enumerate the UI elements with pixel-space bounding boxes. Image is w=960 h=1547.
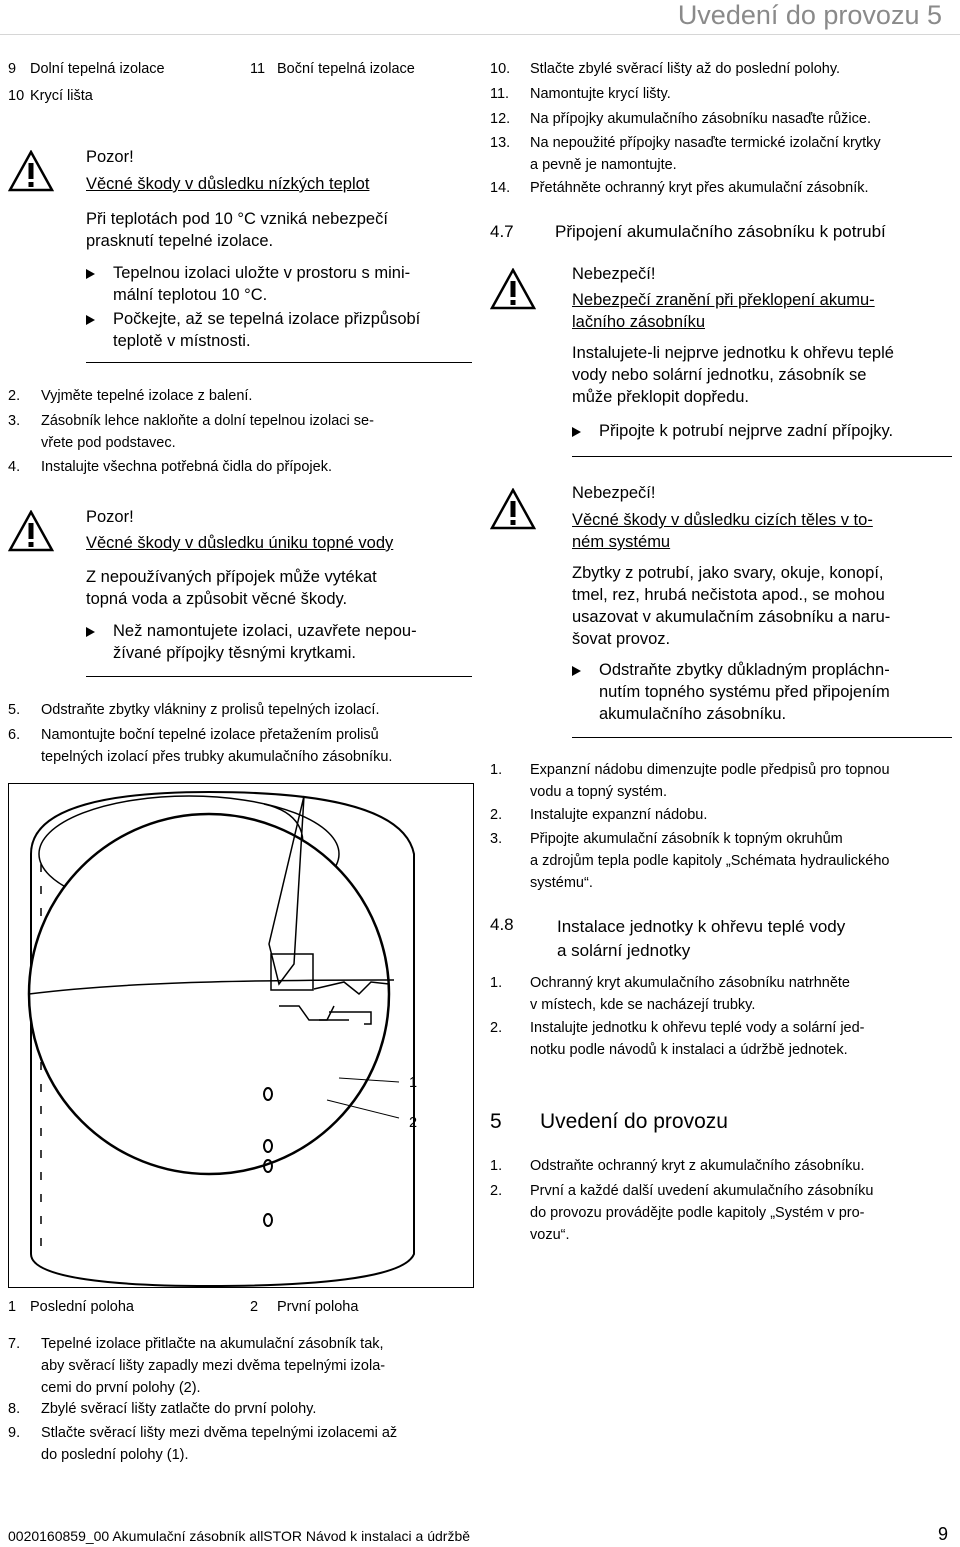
section-5-title: Uvedení do provozu (540, 1110, 728, 1133)
step-r5-1: 1. Odstraňte ochranný kryt z akumulačního zásobníku. (490, 1158, 865, 1174)
warning4-title: Věcné škody v důsledku cizích těles v to- ném systému (572, 511, 873, 551)
warning4-body: Zbytky z potrubí, jako svary, okuje, konopí, tmel, rez, hrubá nečistota apod., se mohou usazovat v akumulačním zásobníku a naru- šovat provoz. (572, 564, 891, 648)
step-r1: 1. Expanzní nádobu dimenzujte podle předpisů pro topnou vodu a topný systém. (490, 762, 890, 800)
warning3-body: Instalujete-li nejprve jednotku k ohřevu teplé vody nebo solární jednotku, zásobník se může překlopit dopředu. (572, 344, 894, 406)
warning2-rule (86, 676, 472, 677)
footer-page-number: 9 (938, 1524, 949, 1544)
section-4-8-number: 4.8 (490, 915, 514, 934)
warning1-title: Věcné škody v důsledku nízkých teplot (86, 175, 370, 193)
section-4-7-number: 4.7 (490, 222, 514, 241)
step-5: 5. Odstraňte zbytky vlákniny z prolisů tepelných izolací. (8, 702, 380, 718)
warning4-rule (572, 737, 952, 738)
page-header-title: Uvedení do provozu 5 (677, 0, 942, 30)
step-r2: 2. Instalujte expanzní nádobu. (490, 807, 708, 823)
step-12: 12. Na přípojky akumulačního zásobníku nasaďte růžice. (490, 111, 871, 127)
step-r3: 3. Připojte akumulační zásobník k topným okruhům a zdrojům tepla podle kapitoly „Schémata hydraulického systému“. (490, 831, 890, 891)
step-14: 14. Přetáhněte ochranný kryt přes akumulační zásobník. (490, 180, 869, 196)
step-11: 11. Namontujte krycí lišty. (490, 86, 671, 102)
step-7: 7. Tepelné izolace přitlačte na akumulační zásobník tak, aby svěrací lišty zapadly mezi dvěma tepelnými izola- cemi do první polohy (2). (8, 1336, 386, 1396)
warning1-body: Při teplotách pod 10 °C vzniká nebezpečí prasknutí tepelné izolace. (86, 210, 388, 250)
warning1-rule (86, 362, 472, 363)
figure-legend-2: 2 První poloha (250, 1299, 359, 1315)
warning2-body: Z nepoužívaných přípojek může vytékat topná voda a způsobit věcné škody. (86, 568, 377, 608)
step-r48-1: 1. Ochranný kryt akumulačního zásobníku natrhněte v místech, kde se nacházejí trubky. (490, 975, 850, 1013)
step-3: 3. Zásobník lehce nakloňte a dolní tepelnou izolaci se- vřete pod podstavec. (8, 413, 374, 451)
legend-item-10: 10 Krycí lišta (8, 88, 93, 104)
warning-triangle-icon (8, 150, 54, 192)
step-r48-2: 2. Instalujte jednotku k ohřevu teplé vody a solární jed- notku podle návodů k instalaci a údržbě jednotek. (490, 1020, 865, 1058)
legend-item-11: 11 Boční tepelná izolace (250, 61, 415, 77)
storage-tank-illustration (9, 784, 473, 1287)
figure-callout-1: 1 (409, 1075, 418, 1091)
step-9: 9. Stlačte svěrací lišty mezi dvěma tepelnými izolacemi až do poslední polohy (1). (8, 1425, 398, 1463)
section-4-8-title: Instalace jednotky k ohřevu teplé vody a solární jednotky (557, 917, 846, 960)
warning1-label: Pozor! (86, 148, 134, 166)
warning-triangle-icon (490, 488, 536, 530)
figure-frame (8, 783, 474, 1288)
step-2: 2. Vyjměte tepelné izolace z balení. (8, 388, 253, 404)
figure-legend-1: 1 Poslední poloha (8, 1299, 134, 1315)
step-13: 13. Na nepoužité přípojky nasaďte termické izolační krytky a pevně je namontujte. (490, 135, 881, 173)
step-10: 10. Stlačte zbylé svěrací lišty až do poslední polohy. (490, 61, 841, 77)
figure-callout-2: 2 (409, 1115, 418, 1131)
warning3-rule (572, 456, 952, 457)
step-6: 6. Namontujte boční tepelné izolace přetažením prolisů tepelných izolací přes trubky akumulačního zásobníku. (8, 727, 393, 765)
legend-item-9: 9 Dolní tepelná izolace (8, 61, 165, 77)
warning-triangle-icon (8, 510, 54, 552)
warning-triangle-icon (490, 268, 536, 310)
warning2-title: Věcné škody v důsledku úniku topné vody (86, 534, 394, 552)
warning3-title: Nebezpečí zranění při překlopení akumu- lačního zásobníku (572, 291, 875, 331)
step-4: 4. Instalujte všechna potřebná čidla do přípojek. (8, 459, 332, 475)
section-5-number: 5 (490, 1110, 502, 1133)
footer-document-title: 0020160859_00 Akumulační zásobník allSTOR Návod k instalaci a údržbě (8, 1528, 471, 1544)
warning3-label: Nebezpečí! (572, 265, 656, 283)
step-r5-2: 2. První a každé další uvedení akumulačního zásobníku do provozu provádějte podle kapitoly „Systém v pro- vozu“. (490, 1183, 874, 1243)
warning2-label: Pozor! (86, 508, 134, 526)
step-8: 8. Zbylé svěrací lišty zatlačte do první polohy. (8, 1401, 317, 1417)
section-4-7-title: Připojení akumulačního zásobníku k potrubí (555, 222, 886, 241)
warning4-label: Nebezpečí! (572, 484, 656, 502)
